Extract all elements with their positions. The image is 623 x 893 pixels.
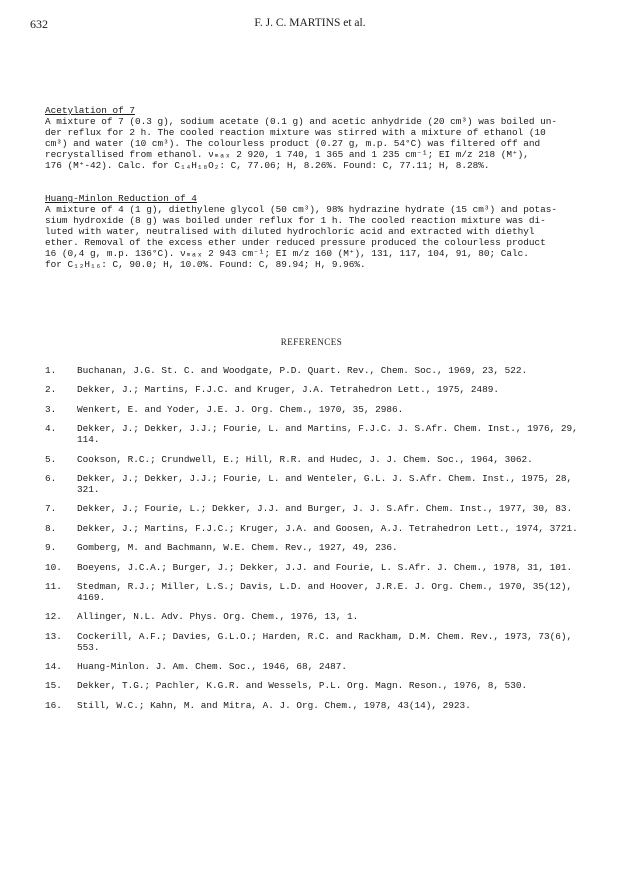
- reference-text: Dekker, T.G.; Pachler, K.G.R. and Wessels, P.L. Org. Magn. Reson., 1976, 8, 530.: [77, 680, 528, 692]
- reference-text: Buchanan, J.G. St. C. and Woodgate, P.D. Quart. Rev., Chem. Soc., 1969, 23, 522.: [77, 365, 528, 376]
- section-acetylation: [45, 105, 590, 171]
- reference-number: 11.: [45, 580, 62, 592]
- references-heading: REFERENCES: [280, 337, 343, 347]
- paragraph-line: der reflux for 2 h. The cooled reaction mixture was stirred with a mixture of ethanol (10: [45, 127, 546, 138]
- reference-number: 4.: [45, 423, 57, 435]
- reference-item: [45, 423, 590, 445]
- reference-number: 16.: [45, 699, 62, 711]
- reference-number: 15.: [45, 680, 62, 692]
- reference-item: [45, 611, 590, 622]
- reference-item: [45, 473, 590, 495]
- reference-item: [45, 404, 590, 415]
- section-huang-minlon: [45, 193, 590, 270]
- paragraph-line: cm³) and water (10 cm³). The colourless product (0.27 g, m.p. 54°C) was filtered off and: [45, 138, 541, 149]
- reference-text: Stedman, R.J.; Miller, L.S.; Davis, L.D. and Hoover, J.R.E. J. Org. Chem., 1970, 35(12), 4169.: [77, 580, 573, 603]
- reference-number: 2.: [45, 384, 57, 396]
- reference-number: 3.: [45, 403, 57, 415]
- reference-text: Allinger, N.L. Adv. Phys. Org. Chem., 1976, 13, 1.: [77, 611, 359, 623]
- reference-text: Dekker, J.; Martins, F.J.C.; Kruger, J.A. and Goosen, A.J. Tetrahedron Lett., 1974, 3721.: [77, 522, 578, 534]
- reference-item: [45, 700, 590, 711]
- page-header: [30, 17, 590, 33]
- reference-number: 9.: [45, 542, 57, 554]
- reference-number: 5.: [45, 453, 57, 465]
- reference-item: [45, 581, 590, 603]
- page-number: 632: [30, 17, 48, 31]
- paragraph-line: A mixture of 7 (0.3 g), sodium acetate (0.1 g) and acetic anhydride (20 cm³) was boiled un-: [45, 116, 557, 127]
- reference-number: 1.: [45, 365, 57, 376]
- reference-text: Dekker, J.; Dekker, J.J.; Fourie, L. and Wenteler, G.L. J. S.Afr. Chem. Inst., 1975, 28, 321.: [77, 472, 573, 495]
- reference-item: [45, 384, 590, 395]
- reference-text: Wenkert, E. and Yoder, J.E. J. Org. Chem., 1970, 35, 2986.: [77, 403, 404, 415]
- section-title: Huang-Minlon Reduction of 4: [45, 193, 197, 204]
- paragraph-line: sium hydroxide (8 g) was boiled under reflux for 1 h. The cooled reaction mixture was di-: [45, 215, 546, 226]
- reference-item: [45, 542, 590, 553]
- paragraph-line: A mixture of 4 (1 g), diethylene glycol (50 cm³), 98% hydrazine hydrate (15 cm³) and potas-: [45, 204, 557, 215]
- reference-number: 7.: [45, 503, 57, 515]
- reference-text: Dekker, J.; Fourie, L.; Dekker, J.J. and Burger, J. J. S.Afr. Chem. Inst., 1977, 30, 83.: [77, 503, 573, 515]
- reference-list: [45, 365, 590, 719]
- reference-text: Boeyens, J.C.A.; Burger, J.; Dekker, J.J. and Fourie, L. S.Afr. J. Chem., 1978, 31, 101.: [77, 561, 573, 573]
- reference-item: [45, 661, 590, 672]
- reference-item: [45, 680, 590, 691]
- reference-number: 14.: [45, 661, 62, 673]
- paragraph-line: ether. Removal of the excess ether under reduced pressure produced the colourless product: [45, 237, 546, 248]
- paragraph-line: for C₁₂H₁₆: C, 90.0; H, 10.0%. Found: C, 89.94; H, 9.96%.: [45, 259, 366, 270]
- reference-item: [45, 454, 590, 465]
- paragraph-line: 16 (0,4 g, m.p. 136°C). νₘₐₓ 2 943 cm⁻¹; EI m/z 160 (M⁺), 131, 117, 104, 91, 80; Calc.: [45, 248, 529, 259]
- reference-text: Still, W.C.; Kahn, M. and Mitra, A. J. Org. Chem., 1978, 43(14), 2923.: [77, 699, 471, 711]
- reference-text: Gomberg, M. and Bachmann, W.E. Chem. Rev., 1927, 49, 236.: [77, 542, 398, 554]
- reference-number: 12.: [45, 611, 62, 623]
- paragraph-line: luted with water, neutralised with diluted hydrochloric acid and extracted with diethyl: [45, 226, 535, 237]
- reference-text: Dekker, J.; Martins, F.J.C. and Kruger, J.A. Tetrahedron Lett., 1975, 2489.: [77, 384, 499, 396]
- reference-number: 8.: [45, 522, 57, 534]
- reference-number: 13.: [45, 630, 62, 642]
- reference-text: Huang-Minlon. J. Am. Chem. Soc., 1946, 68, 2487.: [77, 661, 348, 673]
- reference-text: Cookson, R.C.; Crundwell, E.; Hill, R.R. and Hudec, J. J. Chem. Soc., 1964, 3062.: [77, 453, 533, 465]
- reference-number: 10.: [45, 561, 62, 573]
- reference-item: [45, 365, 590, 376]
- reference-item: [45, 523, 590, 534]
- reference-item: [45, 503, 590, 514]
- paragraph-line: 176 (M⁺-42). Calc. for C₁₄H₁₈O₂: C, 77.06; H, 8.26%. Found: C, 77.11; H, 8.28%.: [45, 160, 490, 171]
- running-title: F. J. C. MARTINS et al.: [254, 17, 366, 29]
- reference-item: [45, 631, 590, 653]
- reference-text: Cockerill, A.F.; Davies, G.L.O.; Harden, R.C. and Rackham, D.M. Chem. Rev., 1973, 73(6), 553.: [77, 630, 573, 653]
- reference-number: 6.: [45, 472, 57, 484]
- paragraph-line: recrystallised from ethanol. νₘₐₓ 2 920, 1 740, 1 365 and 1 235 cm⁻¹; EI m/z 218 (M⁺),: [45, 149, 529, 160]
- reference-text: Dekker, J.; Dekker, J.J.; Fourie, L. and Martins, F.J.C. J. S.Afr. Chem. Inst., 1976, 29, 114.: [77, 423, 578, 446]
- reference-item: [45, 562, 590, 573]
- section-title: Acetylation of 7: [45, 105, 136, 116]
